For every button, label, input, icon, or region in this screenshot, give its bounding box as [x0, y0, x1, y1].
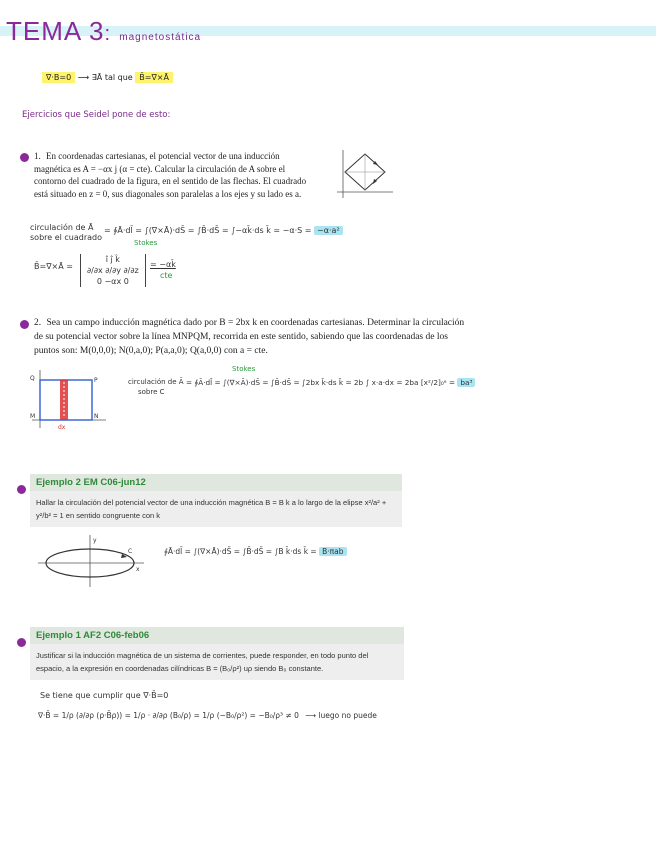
curl-row-2: ∂/∂x ∂/∂y ∂/∂z — [87, 266, 139, 275]
ex2-result: ba³ — [457, 378, 475, 387]
ex4-heading: Ejemplo 1 AF2 C06-feb06 — [30, 627, 404, 644]
ex1-square-figure — [335, 148, 395, 200]
ex1-curl-result: = −αk̄ — [150, 260, 176, 269]
ex1-equation: = ∮Ā·dl̄ = ∫(∇×Ā)·dS̄ = ∫B̄·dS̄ = ∫−αk̄·ds k̄ = −α·S = — [104, 226, 312, 235]
ex4-conclusion: ⟶ luego no puede — [305, 711, 377, 720]
exists-a: ∃Ā tal que — [91, 73, 133, 82]
ex2-label — [128, 377, 184, 397]
ex4-text: Justificar si la inducción magnética de un sistema de corrientes, puede responder, en todo punto del espacio, a la expresión en coordenadas cilíndricas B = (B₀/ρ²) uρ siendo B₀ constante. — [30, 644, 404, 680]
svg-text:C: C — [128, 548, 133, 555]
ex1-curl-label: B̄=∇×Ā = — [34, 262, 73, 271]
ex4-line1: Se tiene que cumplir que ∇·B̄=0 — [40, 691, 169, 700]
ex1-label-line1: circulación de Ā — [30, 223, 94, 232]
svg-text:dx: dx — [58, 424, 66, 431]
ex1-number: 1. — [34, 151, 41, 161]
svg-text:y: y — [93, 537, 97, 544]
ex4-box — [30, 627, 404, 680]
ex1-result: −α·a² — [314, 226, 343, 235]
bullet-2 — [20, 320, 29, 329]
ex2-label-line1: circulación de Ā — [128, 378, 184, 386]
ex2-number: 2. — [34, 318, 42, 328]
svg-text:x: x — [136, 566, 140, 573]
ex4-line2: ∇·B̄ = 1/ρ (∂/∂ρ (ρ·B̄ρ)) = 1/ρ · ∂/∂ρ (B₀/ρ) = 1/ρ (−B₀/ρ²) = −B₀/ρ³ ≠ 0 — [38, 711, 299, 720]
div-b-zero: ∇·B=0 — [42, 72, 75, 83]
title-colon: : — [104, 23, 112, 45]
section-title: Ejercicios que Seidel pone de esto: — [22, 110, 171, 120]
ex2-block — [34, 316, 474, 358]
b-curl-a: B̄=∇×Ā — [135, 72, 173, 83]
ex3-ellipse-figure — [36, 533, 146, 589]
title-text: TEMA 3 — [6, 16, 105, 46]
curl-row-3: 0 −αx 0 — [96, 277, 129, 286]
svg-text:M: M — [30, 413, 36, 420]
ex1-curl-result-block — [150, 259, 176, 281]
ex1-label-line2: sobre el cuadrado — [30, 233, 103, 242]
ex3-text: Hallar la circulación del potencial vector de una inducción magnética B = B k a lo largo de la elipse x²/a² + y²/b² = 1 en sentido congruente con k — [30, 491, 402, 527]
curl-row-1: î ĵ k̂ — [105, 255, 120, 264]
ex4-line2-row — [38, 711, 377, 720]
ex2-equation: = ∮Ā·dl̄ = ∫(∇×Ā)·dS̄ = ∫B̄·dS̄ = ∫2bx k̄·ds k̄ = 2b ∫ x·a·dx = 2ba [x²/2]₀ᵃ = — [186, 378, 456, 387]
ex2-rect-figure — [28, 368, 108, 432]
ex1-curl-matrix — [80, 254, 146, 287]
bullet-4 — [17, 638, 26, 647]
ex2-label-line2: sobre C — [138, 388, 165, 396]
ex1-label — [30, 223, 102, 243]
bullet-3 — [17, 485, 26, 494]
ex3-equation-row — [164, 547, 347, 556]
svg-text:P: P — [94, 377, 98, 384]
intro-line — [42, 73, 173, 82]
ex3-equation: ∮Ā·dl̄ = ∫(∇×Ā)·dS̄ = ∫B̄·dS̄ = ∫B k̄·ds k̄ = — [164, 547, 317, 556]
title-subtitle: magnetostática — [119, 32, 202, 43]
bullet-1 — [20, 153, 29, 162]
ex2-equation-row — [186, 378, 475, 387]
ex2-stokes: Stokes — [232, 365, 256, 373]
arrow-icon: ⟶ — [77, 73, 90, 82]
svg-text:N: N — [94, 413, 99, 420]
ex1-stokes: Stokes — [134, 239, 158, 247]
ex1-equation-row — [104, 226, 343, 235]
ex1-text: En coordenadas cartesianas, el potencial vector de una inducción magnética es A = −αx j (α = cte). Calcular la circulación de A sobre el contorno del cuadrado de la figura, en el sentido de las flechas. El cuadrado está situado en z = 0, sus diagonales son paralelas a los ejes y su lado es a. — [34, 151, 307, 199]
ex3-box — [30, 474, 402, 527]
svg-text:Q: Q — [30, 375, 35, 382]
ex2-text: Sea un campo inducción magnética dado por B = 2bx k en coordenadas cartesianas. Determinar la circulación de su potencial vector sobre la línea MNPQM, recorrida en este sentido, sabiendo que las coordenadas de los puntos son: M(0,0,0); N(0,a,0); P(a,a,0); Q(a,0,0) con a = cte. — [34, 318, 465, 356]
ex1-curl-note: cte — [160, 271, 173, 280]
ex3-heading: Ejemplo 2 EM C06-jun12 — [30, 474, 402, 491]
ex3-result: B·πab — [319, 547, 346, 556]
ex1-block — [34, 150, 318, 200]
page-title — [6, 16, 201, 47]
